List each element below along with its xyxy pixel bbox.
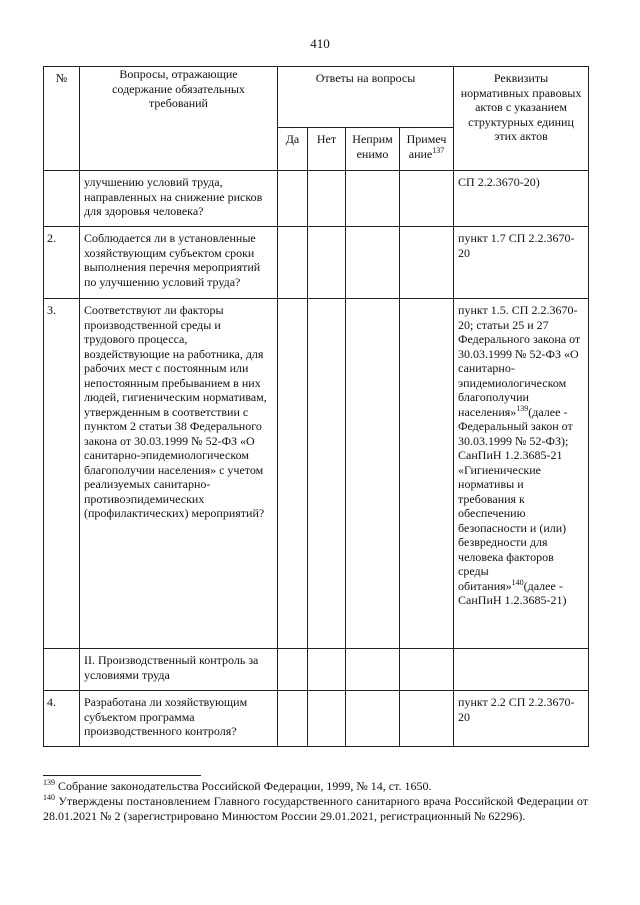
section-row xyxy=(44,649,589,691)
requisites-text-a: пункт 1.5. СП 2.2.3670-20; статьи 25 и 27 Федерального закона от 30.03.1999 № 52-ФЗ «О санитарно-эпидемиологическом благополучии населения» xyxy=(458,303,581,419)
header-no: Нет xyxy=(308,128,346,171)
cell-not-applicable xyxy=(346,299,400,649)
row-num: 3. xyxy=(44,299,80,649)
header-note-ref: 137 xyxy=(432,145,445,155)
cell-no xyxy=(308,691,346,747)
header-questions: Вопросы, отражающие содержание обязательных требований xyxy=(80,67,278,171)
cell-yes xyxy=(278,171,308,227)
row-num xyxy=(44,171,80,227)
row-num: 2. xyxy=(44,227,80,299)
row-question: Соблюдается ли в установленные хозяйствующим субъектом сроки выполнения перечня мероприятий по улучшению условий труда? xyxy=(80,227,278,299)
row-requisites xyxy=(454,299,589,649)
row-requisites: пункт 1.7 СП 2.2.3670-20 xyxy=(454,227,589,299)
footnote-separator xyxy=(43,775,201,776)
header-note xyxy=(400,128,454,171)
cell-no xyxy=(308,171,346,227)
cell-no xyxy=(308,227,346,299)
row-requisites: СП 2.2.3670-20) xyxy=(454,171,589,227)
header-yes: Да xyxy=(278,128,308,171)
cell-no xyxy=(308,299,346,649)
header-row xyxy=(44,67,589,128)
footnotes xyxy=(43,779,588,824)
cell-note xyxy=(400,227,454,299)
row-question: Разработана ли хозяйствующим субъектом программа производственного контроля? xyxy=(80,691,278,747)
footnote-text: Утверждены постановлением Главного государственного санитарного врача Российской Федерации от 28.01.2021 № 2 (зарегистрировано Минюстом России 29.01.2021, регистрационный № 62296). xyxy=(43,794,588,823)
cell-not-applicable xyxy=(346,691,400,747)
footnote-mark: 139 xyxy=(43,778,55,787)
footnote-ref-140: 140 xyxy=(511,577,524,587)
requisites-text-c: (далее - СанПиН 1.2.3685-21) xyxy=(458,578,567,607)
footnote-mark: 140 xyxy=(43,793,55,802)
header-not-applicable: Неприм енимо xyxy=(346,128,400,171)
cell-note xyxy=(400,171,454,227)
cell-note xyxy=(400,649,454,691)
row-requisites: пункт 2.2 СП 2.2.3670-20 xyxy=(454,691,589,747)
cell-yes xyxy=(278,299,308,649)
requisites-text-b: (далее - Федеральный закон от 30.03.1999 № 52-ФЗ); СанПиН 1.2.3685-21 «Гигиенические нормативы и требования к обеспечению безопасности и (или) безвредности для человека факторов среды обитания» xyxy=(458,404,573,593)
cell-yes xyxy=(278,227,308,299)
row-question: улучшению условий труда, направленных на снижение рисков для здоровья человека? xyxy=(80,171,278,227)
cell-yes xyxy=(278,649,308,691)
requirements-table xyxy=(43,66,589,747)
cell-note xyxy=(400,691,454,747)
header-requisites: Реквизиты нормативных правовых актов с указанием структурных единиц этих актов xyxy=(454,67,589,171)
cell-not-applicable xyxy=(346,171,400,227)
footnote-ref-139: 139 xyxy=(516,403,529,413)
footnote-139 xyxy=(43,779,588,794)
cell-not-applicable xyxy=(346,649,400,691)
footnote-140 xyxy=(43,794,588,824)
page-number: 410 xyxy=(310,36,330,51)
row-num xyxy=(44,649,80,691)
section-title: II. Производственный контроль за условиями труда xyxy=(80,649,278,691)
footnote-text: Собрание законодательства Российской Федерации, 1999, № 14, ст. 1650. xyxy=(55,779,432,793)
cell-yes xyxy=(278,691,308,747)
table-row xyxy=(44,691,589,747)
header-answers: Ответы на вопросы xyxy=(278,67,454,128)
row-question: Соответствуют ли факторы производственной среды и трудового процесса, воздействующие на работника, для рабочих мест с постоянным или непостоянным пребыванием в них людей, гигиеническим нормативам, утвержденным в соответствии с пунктом 2 статьи 38 Федерального закона от 30.03.1999 № 52-ФЗ «О санитарно-эпидемиологическом благополучии населения» с учетом реализуемых санитарно-противоэпидемических (профилактических) мероприятий? xyxy=(80,299,278,649)
row-num: 4. xyxy=(44,691,80,747)
header-note-text: Примеч ание xyxy=(406,132,447,161)
table-row xyxy=(44,227,589,299)
table-row xyxy=(44,171,589,227)
cell-no xyxy=(308,649,346,691)
row-requisites xyxy=(454,649,589,691)
cell-not-applicable xyxy=(346,227,400,299)
cell-note xyxy=(400,299,454,649)
header-num: № xyxy=(44,67,80,171)
table-row xyxy=(44,299,589,649)
